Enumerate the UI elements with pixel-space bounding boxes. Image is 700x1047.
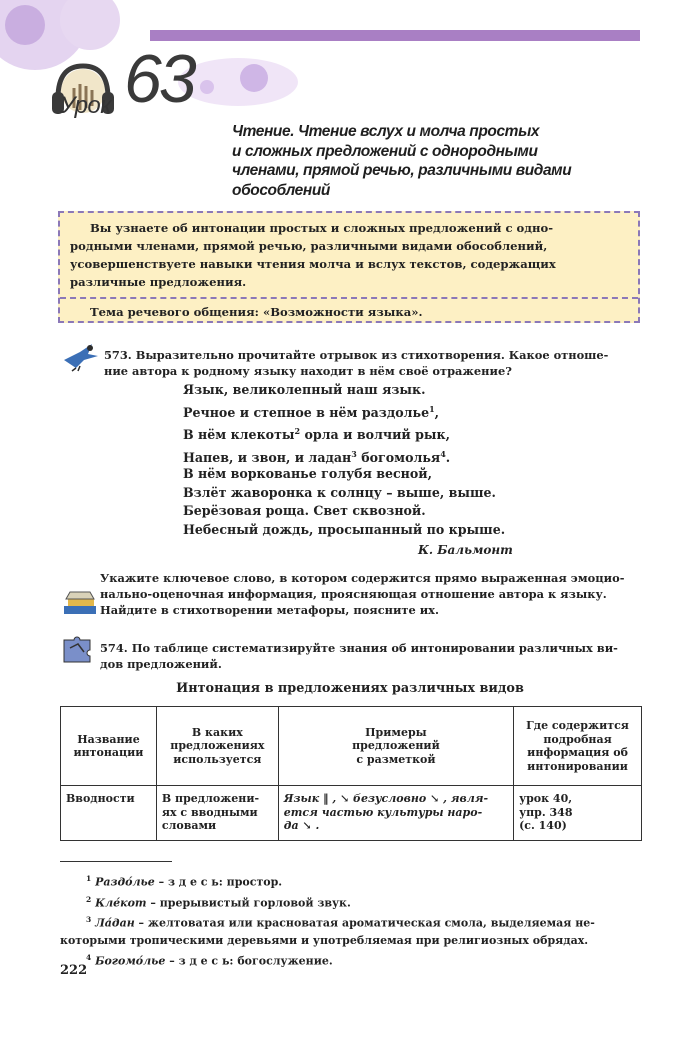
lesson-label: Урок bbox=[60, 92, 112, 119]
exercise-line: 574. По таблице систематизируйте знания об интонировании различных ви- bbox=[100, 641, 618, 655]
title-line: членами, прямой речью, различными видами bbox=[232, 162, 572, 179]
footnote: которыми тропическими деревьями и употребляемая при религиозных обрядах. bbox=[60, 933, 589, 947]
task-line: нально-оценочная информация, проясняющая отношение автора к языку. bbox=[100, 587, 607, 601]
task-line: Найдите в стихотворении метафоры, поясните их. bbox=[100, 603, 439, 617]
poem-line: Небесный дождь, просыпанный по крыше. bbox=[183, 521, 506, 537]
poem-stanza-2 bbox=[183, 465, 505, 539]
decor-bubble bbox=[200, 80, 214, 94]
table-cell: Вводности bbox=[61, 786, 157, 841]
footnote: $^3$ Ла́дан – желтоватая или красноватая ароматическая смола, выделяемая не- bbox=[86, 915, 595, 930]
footnote-divider bbox=[60, 861, 172, 862]
page-number: 222 bbox=[60, 963, 88, 978]
goals-line: Вы узнаете об интонации простых и сложных предложений с одно- bbox=[90, 221, 554, 235]
column-header: Название интонации bbox=[61, 707, 157, 786]
poem-line: Напев, и звон, и ладан$^3$ богомолья$^4$. bbox=[183, 448, 451, 466]
exercise-573-text bbox=[104, 347, 649, 379]
header-band bbox=[150, 30, 640, 41]
poem-author: К. Бальмонт bbox=[418, 543, 513, 557]
decor-bubble bbox=[178, 58, 298, 106]
task-573-text bbox=[100, 570, 624, 618]
goals-line: родными членами, прямой речью, различными видами обособлений, bbox=[70, 239, 548, 253]
table-cell: Язык ‖ , ↘ безусловно ↘ , явля- ется частью культуры наро- да ↘ . bbox=[278, 786, 513, 841]
footnote-ref: 2 bbox=[294, 426, 301, 437]
column-header: Примеры предложений с разметкой bbox=[278, 707, 513, 786]
decor-bubble bbox=[5, 5, 45, 45]
goals-line: различные предложения. bbox=[70, 275, 247, 289]
footnotes bbox=[60, 870, 650, 970]
exercise-line: 573. Выразительно прочитайте отрывок из стихотворения. Какое отноше- bbox=[104, 348, 609, 362]
column-header: В каких предложениях используется bbox=[156, 707, 278, 786]
footnote-ref: 3 bbox=[351, 448, 357, 459]
table-row bbox=[61, 786, 642, 841]
puzzle-icon bbox=[60, 636, 98, 664]
poem-line: В нём клекоты$^2$ орла и волчий рык, bbox=[183, 426, 451, 443]
lesson-number: 63 bbox=[124, 41, 194, 117]
footnote: $^4$ Богомо́лье – з д е с ь: богослужение. bbox=[86, 952, 333, 968]
books-icon bbox=[60, 590, 100, 620]
task-line: Укажите ключевое слово, в котором содержится прямо выраженная эмоцио- bbox=[100, 571, 625, 585]
poem-stanza-1 bbox=[183, 381, 450, 468]
poem-line: Язык, великолепный наш язык. bbox=[183, 382, 426, 397]
exercise-574-text bbox=[100, 640, 645, 672]
table-title: Интонация в предложениях различных видов bbox=[176, 681, 524, 696]
table-cell: урок 40, упр. 348 (с. 140) bbox=[514, 786, 642, 841]
exercise-line: ние автора к родному языку находит в нём своё отражение? bbox=[104, 364, 512, 378]
poem-line: Взлёт жаворонка к солнцу – выше, выше. bbox=[183, 484, 496, 500]
lesson-goals-box bbox=[58, 211, 640, 323]
title-line: Чтение. Чтение вслух и молча простых bbox=[232, 123, 540, 140]
bird-icon bbox=[62, 340, 100, 372]
lesson-title bbox=[232, 122, 652, 200]
footnote: $^1$ Раздо́лье – з д е с ь: простор. bbox=[86, 874, 283, 889]
poem-line: В нём воркованье голубя весной, bbox=[183, 466, 433, 481]
decor-bubble bbox=[240, 64, 268, 92]
table-header-row bbox=[61, 707, 642, 786]
title-line: и сложных предложений с однородными bbox=[232, 142, 538, 160]
goals-line: усовершенствуете навыки чтения молча и вслух текстов, содержащих bbox=[70, 257, 556, 271]
title-line: обособлений bbox=[232, 181, 330, 199]
poem-line: Речное и степное в нём раздолье$^1$, bbox=[183, 403, 440, 420]
intonation-table bbox=[60, 706, 642, 841]
footnote-ref: 4 bbox=[440, 448, 446, 459]
table-cell: В предложени- ях с вводными словами bbox=[156, 786, 278, 841]
column-header: Где содержится подробная информация об интонировании bbox=[514, 707, 642, 786]
footnote: $^2$ Кле́кот – прерывистый горловой звук. bbox=[86, 894, 351, 910]
footnote-ref: 1 bbox=[429, 403, 435, 414]
speech-topic: Тема речевого общения: «Возможности языка». bbox=[90, 305, 423, 319]
exercise-line: дов предложений. bbox=[100, 657, 222, 671]
poem-line: Берёзовая роща. Свет сквозной. bbox=[183, 503, 426, 518]
